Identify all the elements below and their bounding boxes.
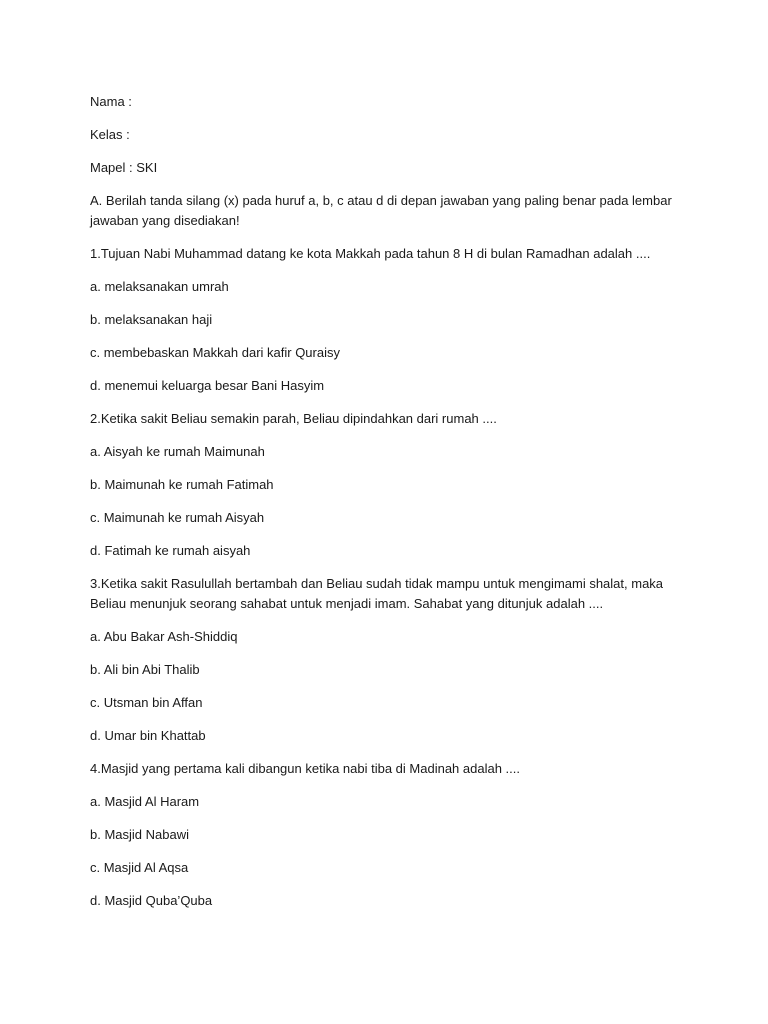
question-1-option-b: b. melaksanakan haji: [90, 312, 213, 327]
question-2-option-c: c. Maimunah ke rumah Aisyah: [90, 510, 265, 525]
question-2-option-a: a. Aisyah ke rumah Maimunah: [90, 444, 265, 459]
question-1-option-d: d. menemui keluarga besar Bani Hasyim: [90, 378, 325, 393]
question-3-option-b: b. Ali bin Abi Thalib: [90, 662, 200, 677]
class-field-label: Kelas :: [90, 127, 130, 142]
subject-field-label: Mapel : SKI: [90, 160, 158, 175]
question-4-option-a: a. Masjid Al Haram: [90, 794, 200, 809]
question-1-text: 1.Tujuan Nabi Muhammad datang ke kota Makkah pada tahun 8 H di bulan Ramadhan adalah ....: [90, 246, 651, 261]
instruction-text: A. Berilah tanda silang (x) pada huruf a, b, c atau d di depan jawaban yang paling benar pada lembar jawaban yang disediakan!: [90, 193, 672, 228]
question-4-text: 4.Masjid yang pertama kali dibangun ketika nabi tiba di Madinah adalah ....: [90, 761, 520, 776]
question-4-option-c: c. Masjid Al Aqsa: [90, 860, 189, 875]
question-3-option-a: a. Abu Bakar Ash-Shiddiq: [90, 629, 238, 644]
question-3-option-d: d. Umar bin Khattab: [90, 728, 206, 743]
question-2-text: 2.Ketika sakit Beliau semakin parah, Beliau dipindahkan dari rumah ....: [90, 411, 497, 426]
question-4-option-b: b. Masjid Nabawi: [90, 827, 189, 842]
question-1-option-a: a. melaksanakan umrah: [90, 279, 229, 294]
question-2-option-d: d. Fatimah ke rumah aisyah: [90, 543, 251, 558]
question-3-text: 3.Ketika sakit Rasulullah bertambah dan Beliau sudah tidak mampu untuk mengimami shalat, maka Beliau menunjuk seorang sahabat untuk menjadi imam. Sahabat yang ditunjuk adalah ....: [90, 576, 664, 611]
name-field-label: Nama :: [90, 94, 132, 109]
question-2-option-b: b. Maimunah ke rumah Fatimah: [90, 477, 274, 492]
question-1-option-c: c. membebaskan Makkah dari kafir Quraisy: [90, 345, 340, 360]
question-4-option-d: d. Masjid Quba’Quba: [90, 893, 213, 908]
document-content: [90, 92, 680, 924]
question-3-option-c: c. Utsman bin Affan: [90, 695, 203, 710]
